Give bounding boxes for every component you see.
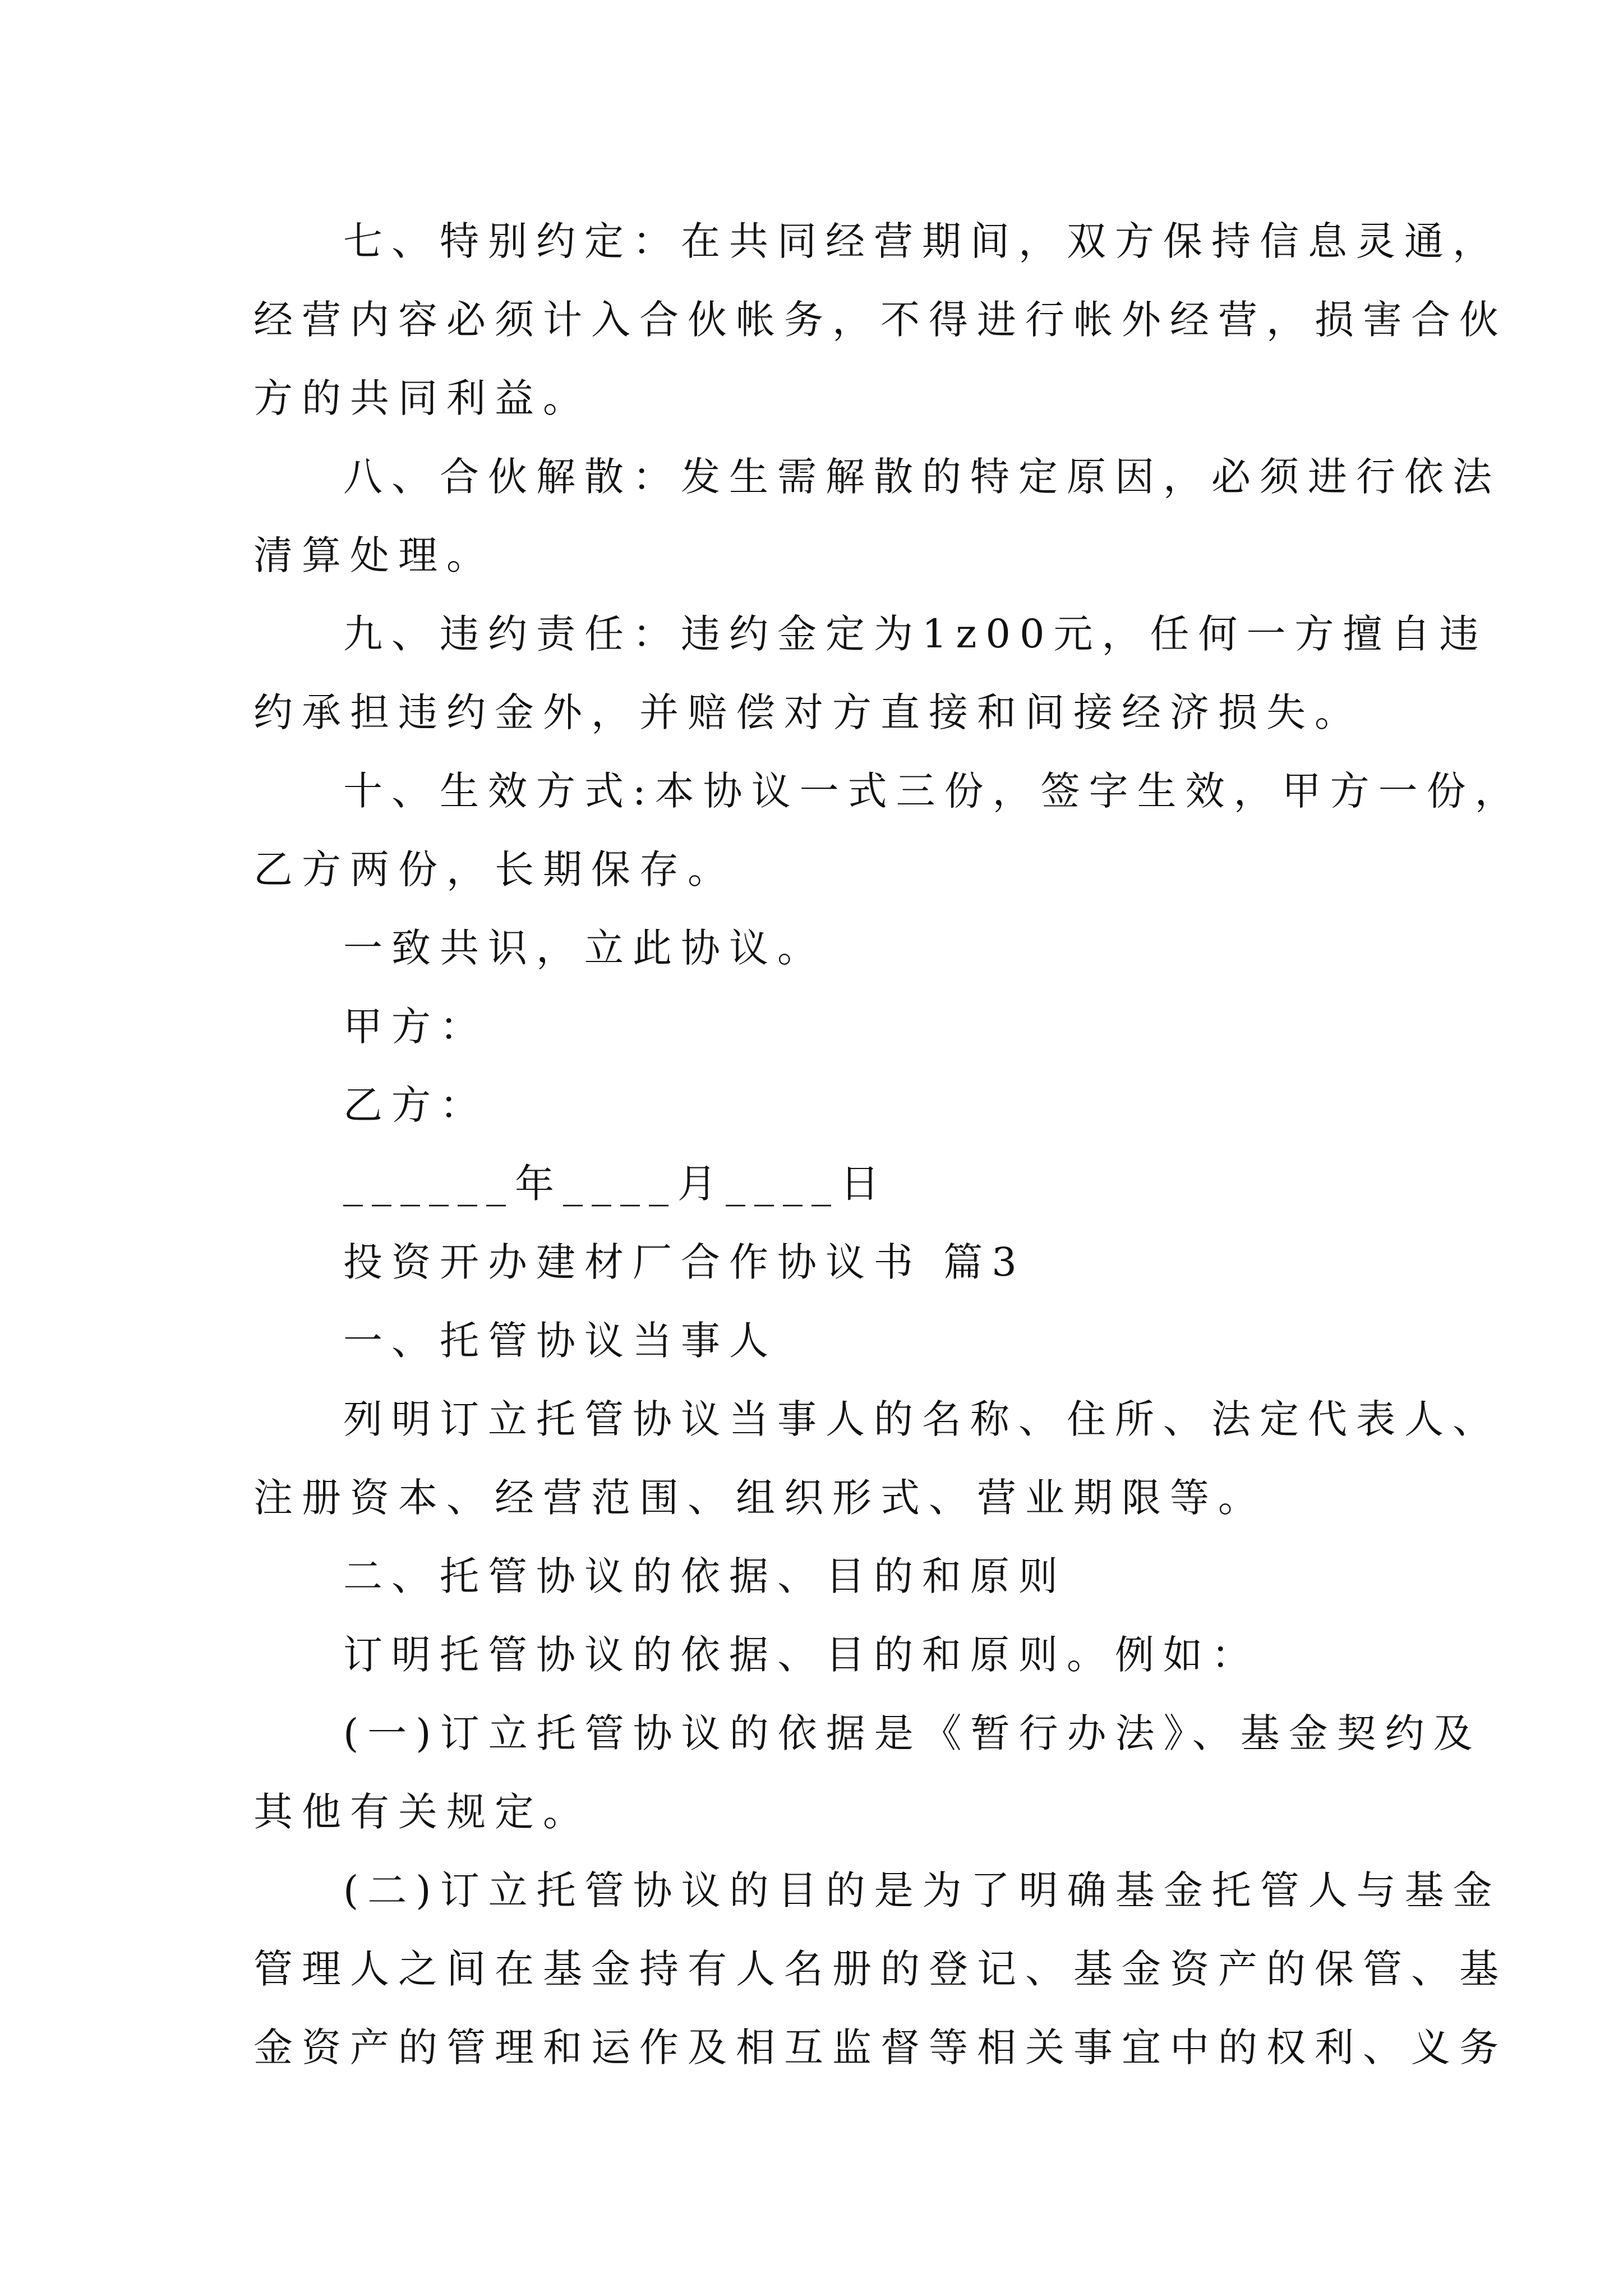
section-heading: 投资开办建材厂合作协议书 篇3 xyxy=(343,1239,1026,1285)
text-line: 方的共同利益。 xyxy=(253,375,591,421)
date-line: ______年____月____日 xyxy=(343,1161,888,1207)
section-title-parties: 一、托管协议当事人 xyxy=(343,1318,777,1364)
text-line: 列明订立托管协议当事人的名称、住所、法定代表人、 xyxy=(343,1396,1501,1442)
text-line: (一)订立托管协议的依据是《暂行办法》、基金契约及 xyxy=(343,1710,1482,1756)
text-line: 金资产的管理和运作及相互监督等相关事宜中的权利、义务 xyxy=(253,2024,1507,2070)
text-line: 注册资本、经营范围、组织形式、营业期限等。 xyxy=(253,1475,1266,1521)
text-line: 九、违约责任：违约金定为1z00元，任何一方擅自违 xyxy=(343,611,1488,657)
section-title-basis: 二、托管协议的依据、目的和原则 xyxy=(343,1553,1067,1599)
text-line: 十、生效方式:本协议一式三份，签字生效，甲方一份， xyxy=(343,768,1523,814)
text-line: (二)订立托管协议的目的是为了明确基金托管人与基金 xyxy=(343,1867,1501,1913)
text-line: 八、合伙解散：发生需解散的特定原因，必须进行依法 xyxy=(343,454,1501,500)
text-line: 约承担违约金外，并赔偿对方直接和间接经济损失。 xyxy=(253,689,1363,735)
text-line: 其他有关规定。 xyxy=(253,1789,591,1835)
text-line: 管理人之间在基金持有人名册的登记、基金资产的保管、基 xyxy=(253,1946,1507,1992)
text-line: 乙方两份，长期保存。 xyxy=(253,846,736,892)
consensus-line: 一致共识，立此协议。 xyxy=(343,925,826,971)
paragraph-basis-body: 订明托管协议的依据、目的和原则。例如： xyxy=(343,1632,1260,1678)
party-a-signature: 甲方： xyxy=(343,1004,488,1050)
text-line: 经营内容必须计入合伙帐务，不得进行帐外经营，损害合伙 xyxy=(253,297,1507,343)
text-line: 七、特别约定：在共同经营期间，双方保持信息灵通， xyxy=(343,218,1501,264)
party-b-signature: 乙方： xyxy=(343,1082,488,1128)
text-line: 清算处理。 xyxy=(253,532,495,578)
